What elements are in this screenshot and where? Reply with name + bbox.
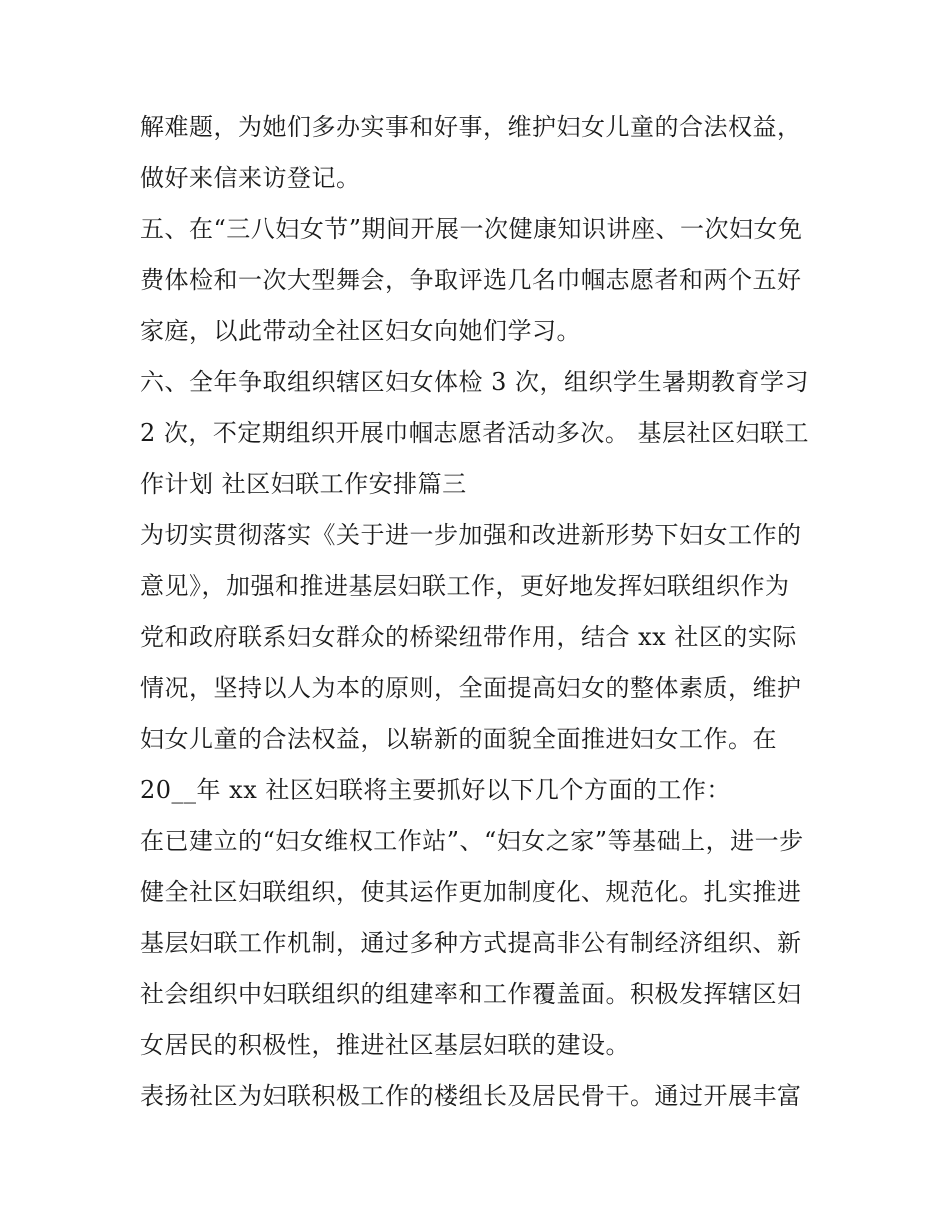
text-line: 妇女儿童的合法权益，以崭新的面貌全面推进妇女工作。在 <box>140 725 777 753</box>
text-line: 作计划 社区妇联工作安排篇三 <box>140 470 467 498</box>
text-line: 党和政府联系妇女群众的桥梁纽带作用，结合 xx 社区的实际 <box>140 623 797 651</box>
text-line: 为切实贯彻落实《关于进一步加强和改进新形势下妇女工作的 <box>140 521 802 549</box>
text-line: 健全社区妇联组织，使其运作更加制度化、规范化。扎实推进 <box>140 878 802 906</box>
text-line: 解难题，为她们多办实事和好事，维护妇女儿童的合法权益， <box>140 113 802 141</box>
text-line: 女居民的积极性，推进社区基层妇联的建设。 <box>140 1031 630 1059</box>
text-line: 社会组织中妇联组织的组建率和工作覆盖面。积极发挥辖区妇 <box>140 980 802 1008</box>
text-line: 六、全年争取组织辖区妇女体检 3 次，组织学生暑期教育学习 <box>140 368 810 396</box>
text-line: 20__年 xx 社区妇联将主要抓好以下几个方面的工作： <box>140 776 731 804</box>
text-line: 在已建立的“妇女维权工作站”、“妇女之家”等基础上，进一步 <box>140 827 804 855</box>
text-line: 情况，坚持以人为本的原则，全面提高妇女的整体素质，维护 <box>140 674 802 702</box>
text-line: 2 次，不定期组织开展巾帼志愿者活动多次。 基层社区妇联工 <box>140 419 810 447</box>
text-line: 意见》，加强和推进基层妇联工作，更好地发挥妇联组织作为 <box>140 572 790 600</box>
text-line: 费体检和一次大型舞会，争取评选几名巾帼志愿者和两个五好 <box>140 266 802 294</box>
text-line: 家庭，以此带动全社区妇女向她们学习。 <box>140 317 581 345</box>
text-line: 表扬社区为妇联积极工作的楼组长及居民骨干。通过开展丰富 <box>140 1082 802 1110</box>
text-line: 五、在“三八妇女节”期间开展一次健康知识讲座、一次妇女免 <box>140 215 803 243</box>
text-line: 做好来信来访登记。 <box>140 164 361 192</box>
text-line: 基层妇联工作机制，通过多种方式提高非公有制经济组织、新 <box>140 929 802 957</box>
